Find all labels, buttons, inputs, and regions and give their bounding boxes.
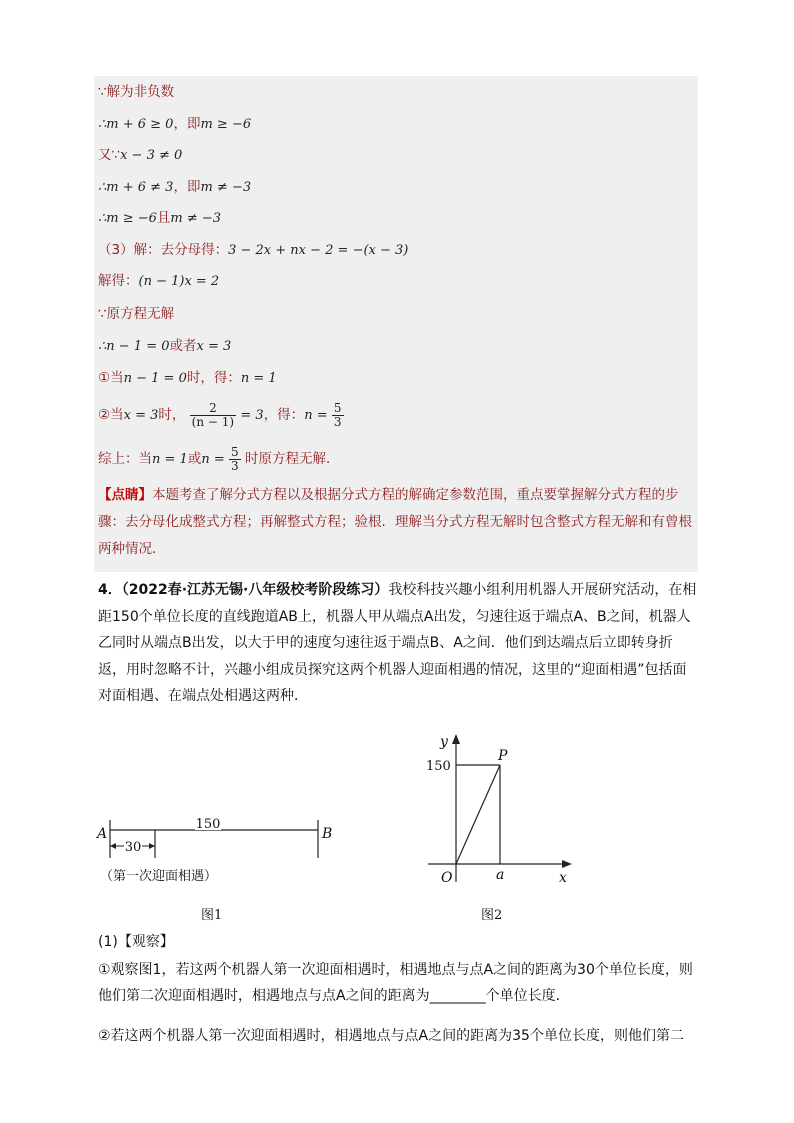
label-b: B bbox=[322, 826, 333, 842]
solution-line-8: ∵原方程无解 bbox=[98, 306, 175, 322]
fraction: $\frac{2}{(n - 1)}$ bbox=[191, 400, 235, 429]
figure-1-caption: 图1 bbox=[201, 908, 223, 923]
label-30: 30 bbox=[124, 840, 142, 855]
solution-line-10: ①当n − 1 = 0时，得：n = 1 bbox=[98, 370, 277, 386]
label-150: 150 bbox=[426, 759, 451, 774]
solution-line-7: 解得：(n − 1)x = 2 bbox=[98, 273, 220, 289]
fraction: $\frac{5}{3}$ bbox=[333, 400, 342, 429]
label-150: 150 bbox=[195, 817, 221, 832]
question-1-part-1: ①观察图1，若这两个机器人第一次迎面相遇时，相遇地点与点A之间的距离为30个单位长度，则他们第二次迎面相遇时，相遇地点与点A之间的距离为________个单位长度． bbox=[98, 962, 693, 1004]
first-meeting-note: （第一次迎面相遇） bbox=[100, 869, 218, 884]
label-x: x bbox=[559, 870, 567, 886]
problem-statement: 4．（2022春·江苏无锡·八年级校考阶段练习）我校科技兴趣小组利用机器人开展研究活动，在相距150个单位长度的直线跑道AB上，机器人甲从端点A出发，匀速往返于端点A、B之间，机器人乙同时从端点B出发，以大于甲的速度匀速往返于端点B、A之间．他们到达端点后立即转身折返，用时忽略不计，兴趣小组成员探究这两个机器人迎面相遇的情况，这里的“迎面相遇”包括面对面相遇、在端点处相遇这两种． bbox=[98, 582, 697, 704]
label-p: P bbox=[498, 748, 508, 764]
solution-line-1: ∵解为非负数 bbox=[98, 84, 175, 100]
label-o: O bbox=[441, 870, 453, 886]
solution-line-2: ∴m + 6 ≥ 0，即m ≥ −6 bbox=[98, 116, 252, 132]
line-op bbox=[456, 765, 500, 864]
question-1-part-2: ②若这两个机器人第一次迎面相遇时，相遇地点与点A之间的距离为35个单位长度，则他们第二 bbox=[98, 1028, 684, 1044]
solution-line-6: （3）解：去分母得：3 − 2x + nx − 2 = −(x − 3) bbox=[98, 242, 409, 258]
solution-line-11: ②当x = 3时， $\frac{2}{(n - 1)}$ = 3，得：n = $\frac{5}{3}$ bbox=[98, 400, 342, 429]
question-1-heading: (1)【观察】 bbox=[98, 934, 174, 950]
solution-line-4: ∴m + 6 ≠ 3，即m ≠ −3 bbox=[98, 179, 252, 195]
solution-line-3: 又∵x − 3 ≠ 0 bbox=[98, 147, 183, 163]
arrow-right-icon bbox=[149, 843, 155, 849]
fraction: $\frac{5}{3}$ bbox=[231, 444, 239, 473]
figure-2 bbox=[420, 732, 580, 892]
label-a: a bbox=[496, 867, 505, 883]
label-a: A bbox=[97, 826, 108, 842]
solution-line-12: 综上：当n = 1或n = $\frac{5}{3}$ 时原方程无解． bbox=[98, 444, 340, 473]
figure-1 bbox=[94, 808, 334, 888]
y-arrow-icon bbox=[452, 734, 460, 744]
solution-line-5: ∴m ≥ −6且m ≠ −3 bbox=[98, 210, 222, 226]
comment-paragraph: 【点睛】本题考查了解分式方程以及根据分式方程的解确定参数范围，重点要掌握解分式方程的步骤：去分母化成整式方程；再解整式方程；验根．理解当分式方程无解时包含整式方程无解和有曾根两种情况． bbox=[98, 487, 692, 557]
label-y: y bbox=[440, 734, 448, 750]
solution-line-9: ∴n − 1 = 0或者x = 3 bbox=[98, 338, 232, 354]
arrow-left-icon bbox=[110, 843, 116, 849]
x-arrow-icon bbox=[562, 860, 572, 868]
figure-2-caption: 图2 bbox=[481, 908, 503, 923]
